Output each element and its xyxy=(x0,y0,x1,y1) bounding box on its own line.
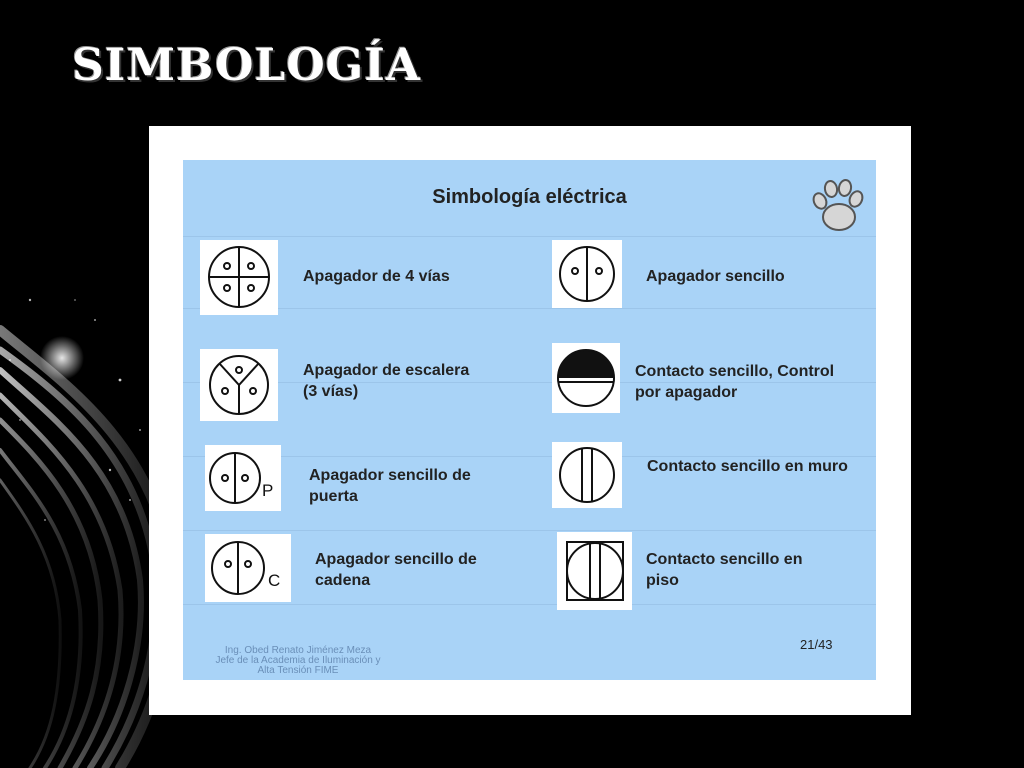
symbol-floor-outlet xyxy=(557,532,632,610)
door-switch-icon xyxy=(205,445,281,511)
divider xyxy=(183,530,876,531)
single-switch-icon xyxy=(552,240,622,308)
wall-outlet-icon xyxy=(552,442,622,508)
slide-image xyxy=(149,126,911,715)
symbol-letter: C xyxy=(268,571,281,590)
switched-outlet-icon xyxy=(552,343,620,413)
slide-title: SIMBOLOGÍA xyxy=(72,40,421,91)
symbol-label: Contacto sencillo, Control por apagador xyxy=(635,363,835,401)
paw-print-icon xyxy=(809,177,864,235)
divider xyxy=(183,236,876,237)
symbol-label: Apagador sencillo xyxy=(646,268,785,285)
panel-title: Simbología eléctrica xyxy=(432,186,627,208)
symbol-4-way-switch xyxy=(200,240,278,315)
symbol-3-way-switch xyxy=(200,349,278,421)
author-credit: Ing. Obed Renato Jiménez Meza Jefe de la Academia de Iluminación y Alta Tensión FIME xyxy=(215,645,381,676)
symbol-label: Apagador sencillo de cadena xyxy=(315,551,477,589)
symbol-letter: P xyxy=(262,481,274,500)
divider xyxy=(183,604,876,605)
symbol-chain-switch xyxy=(205,534,291,602)
symbol-panel xyxy=(183,160,876,680)
symbol-label: Contacto sencillo en piso xyxy=(646,551,803,589)
symbol-switched-outlet xyxy=(552,343,620,413)
four-way-switch-icon xyxy=(200,240,278,315)
symbol-door-switch xyxy=(205,445,281,511)
symbol-label: Apagador sencillo de puerta xyxy=(309,467,471,505)
symbol-label: Apagador de 4 vías xyxy=(303,268,450,285)
three-way-switch-icon xyxy=(200,349,278,421)
page-number: 21/43 xyxy=(800,637,833,652)
symbol-wall-outlet xyxy=(552,442,622,508)
symbol-single-switch xyxy=(552,240,622,308)
chain-switch-icon xyxy=(205,534,291,602)
symbol-label: Contacto sencillo en muro xyxy=(647,458,848,475)
symbol-label: Apagador de escalera (3 vías) xyxy=(303,362,470,400)
floor-outlet-icon xyxy=(557,532,632,610)
divider xyxy=(183,308,876,309)
